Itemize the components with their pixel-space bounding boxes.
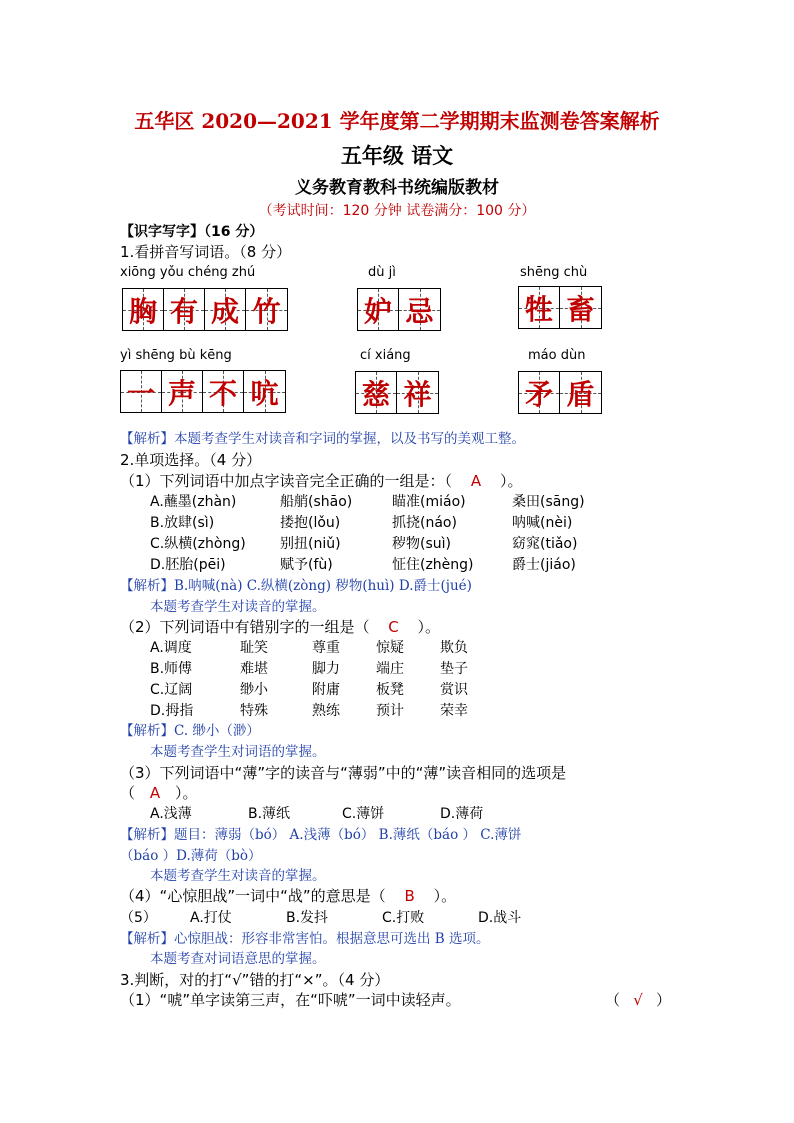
option-cell: 欺负 [440, 640, 468, 656]
check-mark: √ [633, 991, 643, 1009]
grid-char: 忌 [405, 294, 434, 328]
stem-text: （2）下列词语中有错别字的一组是（ [120, 618, 370, 636]
option-cell: B.师傅 [150, 661, 193, 677]
analysis-q2-3-cont: （báo ）D.薄荷（bò） [120, 848, 262, 864]
option-cell: A.浅薄 [150, 806, 192, 822]
option-cell: 别扭(niǔ) [280, 536, 341, 552]
option-cell: 抓挠(náo) [392, 515, 457, 531]
option-cell: A.打仗 [190, 910, 232, 926]
note-q2-4: 本题考查对词语意思的掌握。 [150, 951, 326, 967]
option-cell: 尊重 [312, 640, 340, 656]
grid-char: 声 [167, 376, 196, 410]
pinyin-word-4: yì shēng bù kēng [120, 348, 232, 363]
grid-char: 成 [210, 294, 239, 328]
option-cell: B.薄纸 [248, 806, 291, 822]
option-cell: 怔住(zhèng) [392, 557, 474, 573]
writing-grid-1 [122, 288, 288, 331]
option-cell: 惊疑 [376, 640, 404, 656]
writing-grid-3 [518, 286, 602, 329]
option-cell: 搂抱(lǒu) [280, 515, 341, 531]
q2-3-answer-line [120, 783, 198, 803]
option-cell: C.纵横(zhòng) [150, 536, 246, 552]
option-cell: 板凳 [376, 682, 404, 698]
grid-char: 竹 [252, 294, 281, 328]
option-cell: 爵士(jiáo) [512, 557, 576, 573]
question-1-title: 1.看拼音写词语。（8 分） [120, 243, 292, 261]
q2-1-stem [120, 471, 523, 491]
option-cell: 脚力 [312, 661, 340, 677]
note-q2-2: 本题考查学生对词语的掌握。 [150, 744, 326, 760]
answer: C [388, 618, 399, 636]
option-cell: 赋予(fù) [280, 557, 333, 573]
pinyin-word-6: máo dùn [528, 348, 586, 363]
stem-end: ）。 [175, 784, 198, 802]
option-cell: 秽物(suì) [392, 536, 451, 552]
grid-char: 矛 [524, 377, 553, 411]
option-cell: C.辽阔 [150, 682, 193, 698]
stem-text: （4）“心惊胆战”一词中“战”的意思是（ [120, 887, 386, 905]
stem-end: ）。 [417, 618, 441, 636]
option-cell: A.蘸墨(zhàn) [150, 494, 237, 510]
grid-char: 胸 [128, 294, 157, 328]
option-cell: C.打败 [382, 910, 425, 926]
option-cell: 特殊 [240, 703, 268, 719]
q2-4-stem [120, 886, 456, 906]
note-q2-1: 本题考查学生对读音的掌握。 [150, 599, 326, 615]
q3-item-1-answer [605, 990, 671, 1010]
paren-close: ） [656, 991, 672, 1009]
option-cell: 难堪 [240, 661, 268, 677]
option-cell: B.发抖 [286, 910, 329, 926]
writing-grid-6 [518, 371, 602, 414]
option-cell: 船艄(shāo) [280, 494, 353, 510]
pinyin-word-1: xiōng yǒu chéng zhú [120, 265, 256, 280]
grid-char: 有 [169, 294, 198, 328]
grid-char: 慈 [361, 377, 390, 411]
exam-info: （考试时间：120 分钟 试卷满分：100 分） [258, 203, 536, 219]
grid-char: 盾 [566, 377, 595, 411]
pinyin-word-5: cí xiáng [360, 348, 411, 363]
question-2-title: 2.单项选择。（4 分） [120, 451, 262, 469]
document-title: 五华区 2020—2021 学年度第二学期期末监测卷答案解析 [134, 109, 660, 133]
option-cell: 瞄准(miáo) [392, 494, 466, 510]
stem-text: （1）下列词语中加点字读音完全正确的一组是：（ [120, 472, 453, 490]
item-number: （5） [120, 910, 157, 926]
pinyin-word-2: dù jì [368, 265, 396, 280]
grid-char: 妒 [363, 294, 392, 328]
paren-open: （ [120, 784, 136, 802]
analysis-q2-2: 【解析】C. 缈小（渺） [120, 723, 260, 739]
grid-char: 一 [126, 376, 155, 410]
question-3-title: 3.判断，对的打“√”错的打“×”。（4 分） [120, 971, 390, 989]
option-cell: 附庸 [312, 682, 340, 698]
option-cell: D.战斗 [478, 910, 522, 926]
option-cell: 熟练 [312, 703, 340, 719]
option-cell: D.薄荷 [440, 806, 484, 822]
note-q2-3: 本题考查学生对读音的掌握。 [150, 868, 326, 884]
analysis-q2-4: 【解析】心惊胆战：形容非常害怕。根据意思可选出 B 选项。 [120, 931, 490, 947]
option-cell: 缈小 [240, 682, 268, 698]
grid-char: 吭 [250, 376, 279, 410]
option-cell: 桑田(sāng) [512, 494, 585, 510]
option-cell: 荣幸 [440, 703, 468, 719]
grade-subject: 五年级 语文 [340, 143, 454, 168]
analysis-q1: 【解析】本题考查学生对读音和字词的掌握，以及书写的美观工整。 [120, 431, 525, 447]
option-cell: 窈窕(tiǎo) [512, 536, 578, 552]
q2-3-stem: （3）下列词语中“薄”字的读音与“薄弱”中的“薄”读音相同的选项是 [120, 764, 567, 782]
option-cell: C.薄饼 [342, 806, 385, 822]
grid-char: 牲 [524, 292, 553, 326]
answer: A [470, 472, 482, 490]
grid-char: 畜 [566, 292, 595, 326]
grid-char: 不 [208, 376, 237, 410]
option-cell: 垫子 [440, 661, 468, 677]
writing-grid-4 [120, 370, 286, 413]
answer: B [404, 887, 415, 905]
writing-grid-5 [355, 371, 439, 414]
option-cell: 耻笑 [240, 640, 268, 656]
analysis-q2-3: 【解析】题目：薄弱（bó） A.浅薄（bó） B.薄纸（báo ） C.薄饼 [120, 827, 522, 843]
answer: A [149, 784, 161, 802]
option-cell: 呐喊(nèi) [512, 515, 573, 531]
writing-grid-2 [357, 288, 441, 331]
pinyin-word-3: shēng chù [520, 265, 588, 280]
option-cell: A.调度 [150, 640, 192, 656]
stem-end: ）。 [433, 887, 457, 905]
option-cell: D.拇指 [150, 703, 194, 719]
option-cell: 赏识 [440, 682, 468, 698]
stem-end: ）。 [500, 472, 523, 490]
textbook-name: 义务教育教科书统编版教材 [295, 178, 499, 198]
section-heading: 【识字写字】（16 分） [120, 224, 264, 240]
option-cell: 端庄 [376, 661, 404, 677]
grid-char: 祥 [403, 377, 432, 411]
q3-item-1: （1）“唬”单字读第三声，在“吓唬”一词中读轻声。 [120, 991, 461, 1009]
option-cell: B.放肆(sì) [150, 515, 215, 531]
option-cell: D.胚胎(pēi) [150, 557, 226, 573]
analysis-q2-1: 【解析】B.呐喊(nà) C.纵横(zòng) 秽物(huì) D.爵士(jué) [120, 578, 472, 594]
option-cell: 预计 [376, 703, 404, 719]
q2-2-stem [120, 617, 440, 637]
paren-open: （ [605, 991, 621, 1009]
